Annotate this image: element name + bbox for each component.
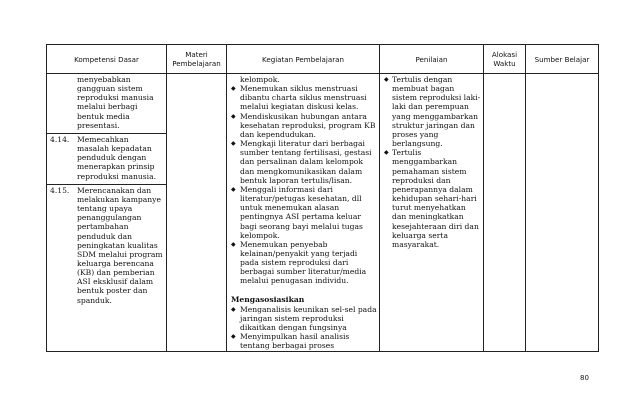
materi-pembelajaran-cell — [167, 74, 227, 352]
kd-item — [47, 185, 166, 308]
diamond-bullet-icon: ◆ — [384, 76, 389, 83]
list-item — [384, 148, 481, 249]
list-item-text: Mengkaji literatur dari berbagai sumber tentang fertilisasi, gestasi dan persalinan dalam kelompok dan mengkomunikasikan dalam bentuk laporan tertulis/lisan. — [240, 139, 372, 185]
kd-item — [47, 134, 166, 185]
list-item-text: Menemukan penyebab kelainan/penyakit yang terjadi pada sistem reproduksi dari berbagai sumber literatur/media melalui penugasan individu. — [240, 239, 367, 286]
list-item — [231, 112, 377, 139]
header-alokasi-waktu: Alokasi Waktu — [484, 45, 526, 74]
diamond-bullet-icon: ◆ — [231, 305, 236, 313]
list-item — [231, 332, 377, 350]
list-item — [384, 75, 481, 148]
kd-number: 4.14. — [50, 134, 70, 144]
syllabus-table — [46, 44, 599, 352]
list-item — [231, 240, 377, 286]
kd-item — [47, 74, 166, 134]
table-row — [47, 74, 599, 352]
list-item-text: Tertulis dengan membuat bagan sistem reproduksi laki-laki dan perempuan yang menggambarkan struktur jaringan dan proses yang berlangsung. — [392, 75, 481, 149]
list-item-text: Tertulis menggambarkan pemahaman sistem reproduksi dan penerapannya dalam kehidupan sehari-hari turut menyehatkan dan meningkatkan kesejahteraan diri dan keluarga serta masyarakat. — [392, 148, 479, 249]
page-number: 80 — [580, 374, 589, 382]
kd-number: 4.15. — [50, 185, 70, 195]
list-item — [231, 75, 377, 84]
kd-text: Merencanakan dan melakukan kampanye tentang upaya penanggulangan pertambahan penduduk dan peningkatan kualitas SDM melalui program keluarga berencana (KB) dan pemberian ASI eksklusif dalam bentuk poster dan spanduk. — [77, 185, 163, 305]
kegiatan-pembelajaran-cell — [227, 74, 380, 352]
header-penilaian: Penilaian — [380, 45, 484, 74]
diamond-bullet-icon: ◆ — [231, 85, 236, 93]
sumber-belajar-cell — [526, 74, 599, 352]
list-item — [231, 305, 377, 332]
header-sumber-belajar: Sumber Belajar — [526, 45, 599, 74]
header-kegiatan-pembelajaran: Kegiatan Pembelajaran — [227, 45, 380, 74]
penilaian-cell — [380, 74, 484, 352]
alokasi-waktu-cell — [484, 74, 526, 352]
list-item-text: Menyimpulkan hasil analisis tentang berbagai proses — [240, 332, 350, 351]
diamond-bullet-icon: ◆ — [231, 140, 236, 148]
diamond-bullet-icon: ◆ — [231, 240, 236, 248]
diamond-bullet-icon: ◆ — [384, 149, 389, 157]
list-item-text: Mendiskusikan hubungan antara kesehatan reproduksi, program KB dan kependudukan. — [240, 111, 376, 139]
header-kompetensi-dasar: Kompetensi Dasar — [47, 45, 167, 74]
list-item-text: kelompok. — [240, 75, 280, 84]
header-materi-pembelajaran: Materi Pembelajaran — [167, 45, 227, 74]
kd-text: Memecahkan masalah kepadatan penduduk dengan menerapkan prinsip reproduksi manusia. — [77, 134, 157, 181]
kd-number — [50, 75, 77, 130]
kd-text: menyebabkan gangguan sistem reproduksi manusia melalui berbagi bentuk media presentasi. — [77, 75, 154, 130]
penilaian-list — [380, 74, 483, 249]
kegiatan-list — [227, 304, 379, 351]
list-item — [231, 84, 377, 111]
diamond-bullet-icon: ◆ — [231, 112, 236, 120]
kegiatan-list — [227, 74, 379, 286]
diamond-bullet-icon: ◆ — [231, 333, 236, 341]
section-heading: Mengasosiasikan — [231, 294, 305, 304]
list-item — [231, 139, 377, 185]
kompetensi-dasar-cell — [47, 74, 167, 352]
list-item-text: Menemukan siklus menstruasi dibantu charta siklus menstruasi melalui kegiatan diskusi kelas. — [240, 84, 367, 112]
diamond-bullet-icon: ◆ — [231, 185, 236, 193]
list-item-text: Menganalisis keunikan sel-sel pada jaringan sistem reproduksi dikaitkan dengan fungsinya — [240, 304, 377, 333]
list-item-text: Menggali informasi dari literatur/petugas kesehatan, dll untuk menemukan alasan pentingnya ASI pertama keluar bagi seorang bayi melalui tugas kelompok. — [240, 184, 363, 240]
table-header-row — [47, 45, 599, 74]
list-item — [231, 185, 377, 240]
